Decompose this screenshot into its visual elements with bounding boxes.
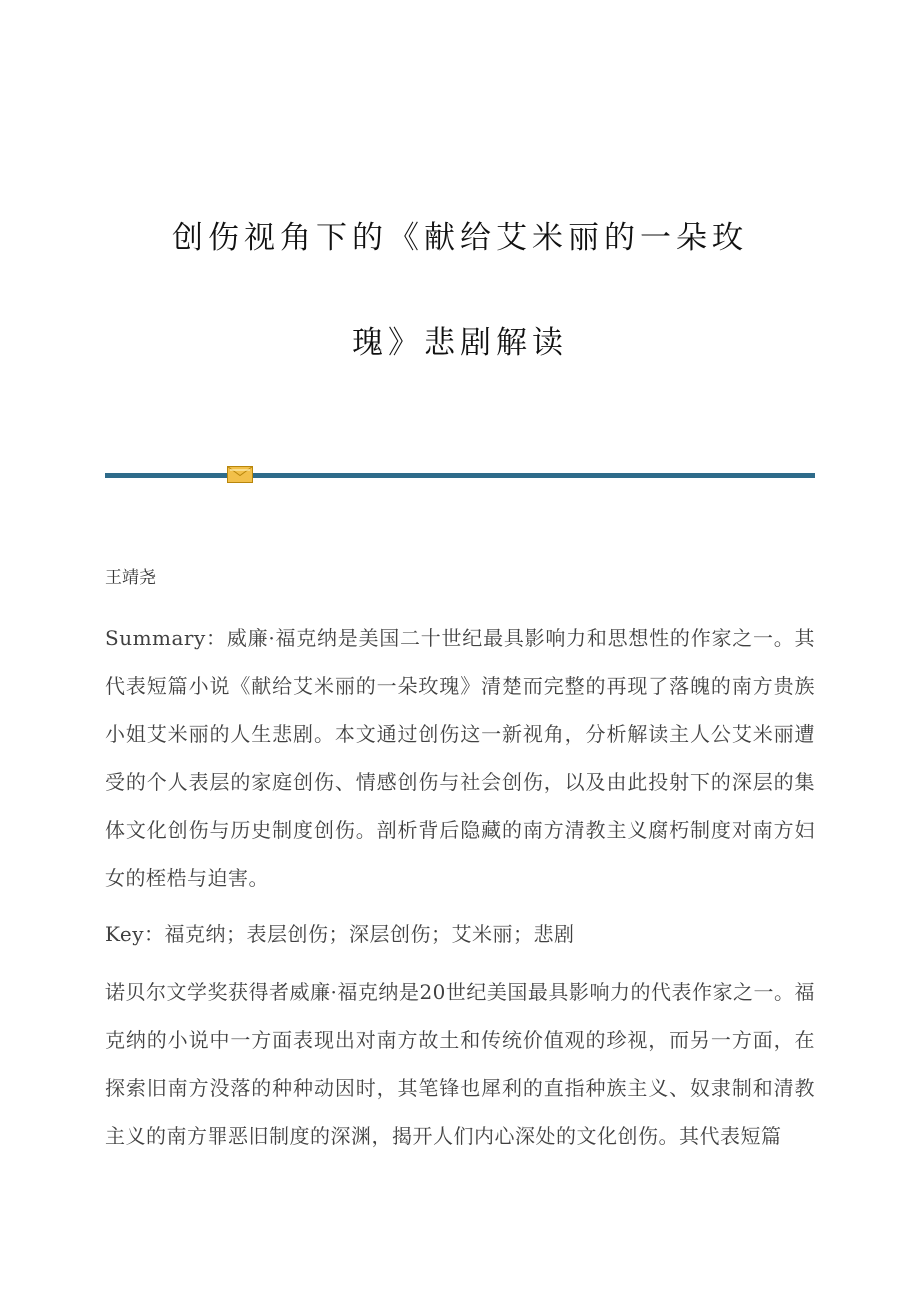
author-name: 王靖尧 [105, 568, 156, 588]
article-title [0, 0, 920, 396]
envelope-icon [227, 466, 253, 483]
keywords-line: Key：福克纳；表层创伤；深层创伤；艾米丽；悲剧 [105, 922, 575, 946]
divider-line [105, 473, 815, 478]
body-paragraph: 诺贝尔文学奖获得者威廉·福克纳是20世纪美国最具影响力的代表作家之一。福克纳的小说中一方面表现出对南方故土和传统价值观的珍视，而另一方面，在探索旧南方没落的种种动因时，其笔锋也犀利的直指种族主义、奴隶制和清教主义的南方罪恶旧制度的深渊，揭开人们内心深处的文化创伤。其代表短篇 [105, 980, 815, 1148]
title-line-2: 瑰》悲剧解读 [352, 325, 568, 361]
title-line-1: 创伤视角下的《献给艾米丽的一朵玫 [172, 220, 748, 256]
article-body [105, 564, 815, 1160]
title-divider [105, 473, 815, 478]
summary-paragraph: Summary：威廉·福克纳是美国二十世纪最具影响力和思想性的作家之一。其代表短篇小说《献给艾米丽的一朵玫瑰》清楚而完整的再现了落魄的南方贵族小姐艾米丽的人生悲剧。本文通过创伤这一新视角，分析解读主人公艾米丽遭受的个人表层的家庭创伤、情感创伤与社会创伤，以及由此投射下的深层的集体文化创伤与历史制度创伤。剖析背后隐藏的南方清教主义腐朽制度对南方妇女的桎梏与迫害。 [105, 626, 815, 890]
